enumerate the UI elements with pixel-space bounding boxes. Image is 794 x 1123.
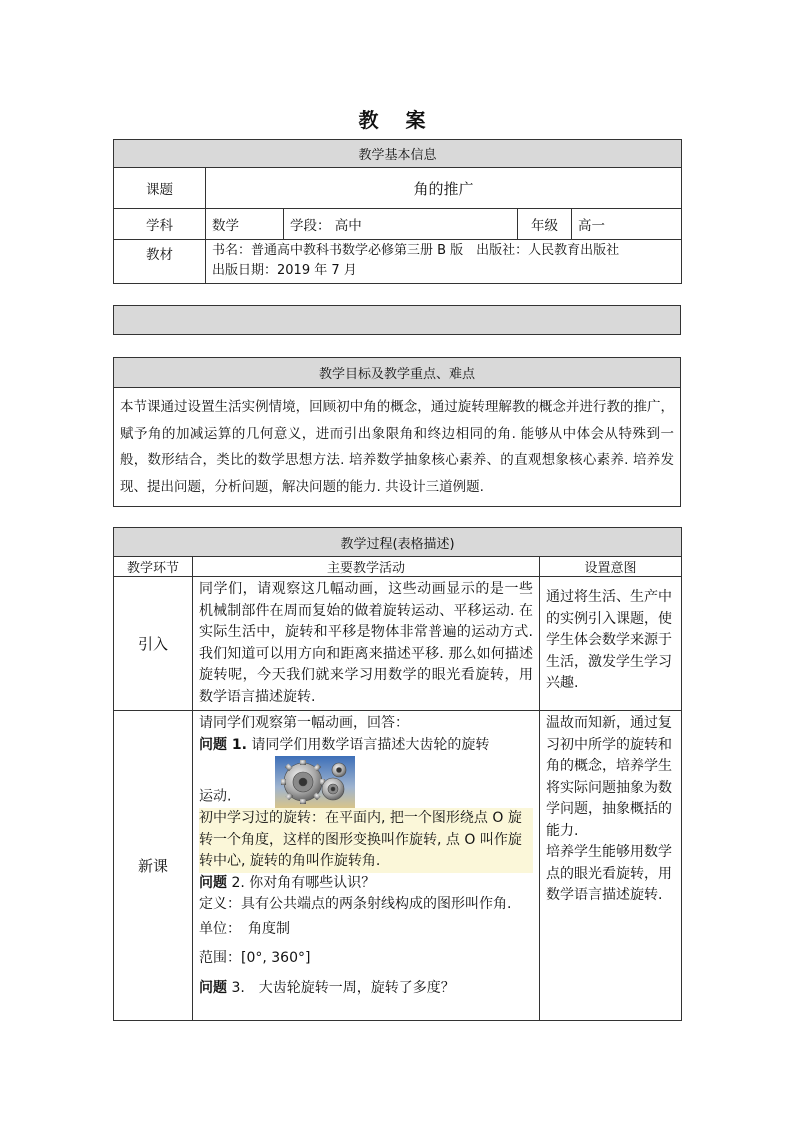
col-stage-header: 教学环节	[114, 557, 193, 577]
document-title: 教 案	[358, 108, 436, 132]
col-intent-header: 设置意图	[540, 557, 682, 577]
goals-text: 本节课通过设置生活实例情境，回顾初中角的概念，通过旋转理解教的概念并进行教的推广，赋予角的加减运算的几何意义，进而引出象限角和终边相同的角. 能够从中体会从特殊到一般，数形结合，类比的数学思想方法. 培养数学抽象核心素养、的直观想象核心素养. 培养发现、提出问题，分析问题，解决问题的能力. 共设计三道例题.	[114, 388, 681, 507]
question-2-label: 问题	[199, 874, 227, 891]
intent-new-lesson: 温故而知新，通过复习初中所学的旋转和角的概念，培养学生将实际问题抽象为数学问题，抽象概括的能力. 培养学生能够用数学点的眼光看旋转，用数学语言描述旋转.	[540, 711, 682, 1021]
grade-value: 高一	[572, 209, 682, 240]
basic-info-table	[113, 139, 682, 284]
rotation-definition: 初中学习过的旋转：在平面内, 把一个图形绕点 O 旋转一个角度，这样的图形变换叫作旋转, 点 O 叫作旋转中心, 旋转的角叫作旋转角.	[199, 808, 533, 873]
topic-label: 课题	[114, 168, 206, 209]
angle-unit: 单位： 角度制	[199, 920, 290, 937]
question-3-label: 问题	[199, 979, 227, 996]
textbook-line-1: 书名：普通高中教科书数学必修第三册 B 版 出版社：人民教育出版社	[212, 243, 620, 258]
textbook-value	[206, 240, 682, 284]
process-header: 教学过程(表格描述)	[114, 528, 682, 557]
question-3-text: 3. 大齿轮旋转一周，旋转了多度？	[227, 979, 455, 996]
textbook-label: 教材	[114, 240, 206, 284]
gears-image	[275, 756, 355, 808]
question-2-text: 2. 你对角有哪些认识？	[227, 874, 376, 891]
textbook-line-2: 出版日期：2019 年 7 月	[212, 263, 357, 278]
angle-definition: 定义：具有公共端点的两条射线构成的图形叫作角.	[199, 896, 512, 912]
goals-header: 教学目标及教学重点、难点	[114, 358, 681, 388]
question-1	[199, 735, 533, 757]
stage-new-lesson: 新课	[114, 711, 193, 1021]
stage-label: 学段：	[290, 218, 331, 234]
question-1-tail-row	[199, 756, 533, 808]
activity-line-1: 请同学们观察第一幅动画，回答：	[199, 715, 409, 731]
question-1-text: 请同学们用数学语言描述大齿轮的旋转	[246, 736, 490, 753]
stage-intro: 引入	[114, 577, 193, 711]
question-3	[199, 978, 533, 1000]
activity-intro: 同学们，请观察这几幅动画，这些动画显示的是一些机械制部件在周而复始的做着旋转运动、平移运动. 在实际生活中，旋转和平移是物体非常普遍的运动方式. 我们知道可以用方向和距离来描述平移. 那么如何描述旋转呢，今天我们就来学习用数学的眼光看旋转，用数学语言描述旋转.	[193, 577, 540, 711]
process-table	[113, 527, 682, 1021]
angle-range: 范围：[0°, 360°]	[199, 950, 311, 966]
empty-section-bar	[113, 305, 681, 335]
question-2	[199, 873, 533, 895]
basic-info-header: 教学基本信息	[114, 140, 682, 168]
goals-table	[113, 357, 681, 507]
question-1-label: 问题 1.	[199, 736, 247, 753]
gears-icon	[275, 756, 355, 808]
question-1-tail: 运动.	[199, 788, 232, 805]
topic-value: 角的推广	[206, 168, 682, 209]
intent-intro: 通过将生活、生产中的实例引入课题，使学生体会数学来源于生活，激发学生学习兴趣.	[540, 577, 682, 711]
subject-value: 数学	[206, 209, 284, 240]
col-activity-header: 主要教学活动	[193, 557, 540, 577]
subject-label: 学科	[114, 209, 206, 240]
stage-cell	[284, 209, 518, 240]
stage-value: 高中	[334, 218, 362, 234]
activity-new-lesson	[193, 711, 540, 1021]
grade-label: 年级	[518, 209, 572, 240]
